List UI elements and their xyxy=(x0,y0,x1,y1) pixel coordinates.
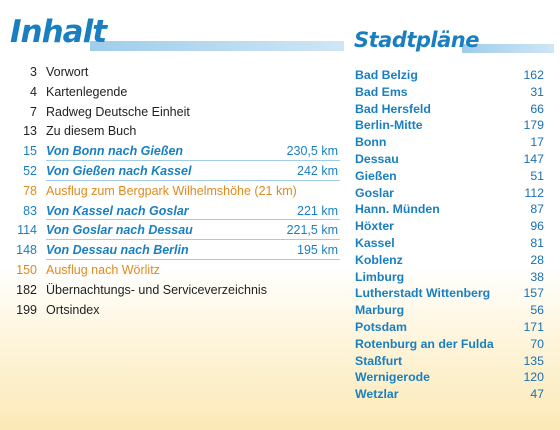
city-map-entry[interactable] xyxy=(355,151,544,168)
city-map-page: 112 xyxy=(524,185,544,200)
toc-title: Übernachtungs- und Serviceverzeichnis xyxy=(46,282,267,297)
city-map-entry[interactable] xyxy=(355,336,544,353)
city-name: Staßfurt xyxy=(355,353,403,368)
city-name: Goslar xyxy=(355,185,394,200)
route-underline xyxy=(46,180,340,181)
toc-page-number: 13 xyxy=(23,124,37,139)
toc-page-number: 4 xyxy=(30,84,37,99)
city-map-entry[interactable] xyxy=(355,353,544,370)
toc-route-entry[interactable] xyxy=(10,162,340,182)
city-map-entry[interactable] xyxy=(355,117,544,134)
city-map-entry[interactable] xyxy=(355,67,544,84)
city-name: Limburg xyxy=(355,269,405,284)
toc-title: Zu diesem Buch xyxy=(46,124,137,139)
city-map-page: 70 xyxy=(530,336,544,351)
city-map-page: 157 xyxy=(523,286,544,301)
city-name: Bad Hersfeld xyxy=(355,101,431,116)
city-name: Höxter xyxy=(355,219,394,234)
city-map-entry[interactable] xyxy=(355,285,544,302)
toc-page-number: 114 xyxy=(17,223,37,238)
toc-page-number: 78 xyxy=(23,183,37,198)
toc-title: Kartenlegende xyxy=(46,84,128,99)
city-name: Bad Belzig xyxy=(355,68,418,82)
city-name: Koblenz xyxy=(355,252,403,267)
city-name: Rotenburg an der Fulda xyxy=(355,336,494,351)
toc-title: Von Kassel nach Goslar xyxy=(46,203,189,218)
toc-page-number: 7 xyxy=(30,104,37,119)
toc-page-number: 199 xyxy=(16,302,37,317)
city-map-entry[interactable] xyxy=(355,101,544,118)
route-underline xyxy=(46,219,340,220)
toc-page-number: 15 xyxy=(23,144,37,159)
city-name: Gießen xyxy=(355,168,397,183)
toc-route-entry[interactable] xyxy=(10,142,340,162)
city-map-page: 31 xyxy=(530,84,544,99)
city-map-entry[interactable] xyxy=(355,168,544,185)
route-underline xyxy=(46,259,340,260)
city-map-entry[interactable] xyxy=(355,369,544,386)
city-map-entry[interactable] xyxy=(355,218,544,235)
toc-entry[interactable] xyxy=(10,301,340,321)
route-underline xyxy=(46,239,340,240)
city-name: Wernigerode xyxy=(355,370,430,385)
toc-title: Von Dessau nach Berlin xyxy=(46,243,189,258)
toc-distance: 221,5 km xyxy=(286,223,338,238)
toc-title: Von Goslar nach Dessau xyxy=(46,223,193,238)
city-name: Marburg xyxy=(355,303,405,318)
toc-title: Von Gießen nach Kassel xyxy=(46,163,192,178)
city-map-entry[interactable] xyxy=(355,269,544,286)
city-maps-list xyxy=(355,67,544,403)
heading-underline-bar xyxy=(90,41,344,51)
city-map-page: 17 xyxy=(530,135,544,150)
city-map-entry[interactable] xyxy=(355,319,544,336)
toc-entry[interactable] xyxy=(10,63,340,83)
toc-title: Ausflug zum Bergpark Wilhelmshöhe (21 km) xyxy=(46,183,297,198)
city-name: Dessau xyxy=(355,151,399,166)
toc-route-entry[interactable] xyxy=(10,221,340,241)
city-name: Hann. Münden xyxy=(355,202,440,217)
city-map-entry[interactable] xyxy=(355,302,544,319)
city-name: Kassel xyxy=(355,235,395,250)
city-map-page: 47 xyxy=(530,387,544,402)
toc-page-number: 3 xyxy=(30,65,37,79)
city-map-entry[interactable] xyxy=(355,252,544,269)
city-map-page: 51 xyxy=(530,168,544,183)
city-map-entry[interactable] xyxy=(355,201,544,218)
city-map-page: 66 xyxy=(530,101,544,116)
toc-title: Ausflug nach Wörlitz xyxy=(46,262,160,277)
city-map-page: 147 xyxy=(523,151,544,166)
city-map-page: 171 xyxy=(523,319,544,334)
toc-distance: 230,5 km xyxy=(286,144,338,159)
city-map-page: 162 xyxy=(523,68,544,82)
toc-title: Von Bonn nach Gießen xyxy=(46,144,184,159)
city-map-page: 28 xyxy=(530,252,544,267)
city-map-entry[interactable] xyxy=(355,134,544,151)
toc-distance: 242 km xyxy=(297,163,338,178)
city-name: Berlin-Mitte xyxy=(355,118,423,133)
city-name: Potsdam xyxy=(355,319,407,334)
city-map-page: 120 xyxy=(523,370,544,385)
city-maps-header xyxy=(354,28,554,56)
toc-page-number: 148 xyxy=(16,243,37,258)
city-name: Bad Ems xyxy=(355,84,408,99)
table-of-contents xyxy=(10,63,340,320)
contents-header xyxy=(10,14,344,56)
city-name: Bonn xyxy=(355,135,387,150)
city-map-entry[interactable] xyxy=(355,84,544,101)
city-map-page: 56 xyxy=(530,303,544,318)
toc-page-number: 182 xyxy=(16,282,37,297)
toc-title: Ortsindex xyxy=(46,302,100,317)
toc-title: Vorwort xyxy=(46,65,89,79)
toc-page-number: 52 xyxy=(23,163,37,178)
toc-route-entry[interactable] xyxy=(10,241,340,261)
toc-distance: 221 km xyxy=(297,203,338,218)
city-map-page: 87 xyxy=(530,202,544,217)
toc-page-number: 83 xyxy=(23,203,37,218)
toc-distance: 195 km xyxy=(297,243,338,258)
city-name: Lutherstadt Wittenberg xyxy=(355,286,491,301)
city-map-entry[interactable] xyxy=(355,185,544,202)
city-map-entry[interactable] xyxy=(355,235,544,252)
toc-entry[interactable] xyxy=(10,281,340,301)
route-underline xyxy=(46,160,340,161)
toc-excursion-entry[interactable] xyxy=(10,261,340,281)
city-map-page: 38 xyxy=(530,269,544,284)
city-name: Wetzlar xyxy=(355,387,399,402)
city-map-page: 179 xyxy=(523,118,544,133)
city-map-page: 96 xyxy=(530,219,544,234)
contents-title: Inhalt xyxy=(10,14,107,50)
city-map-entry[interactable] xyxy=(355,386,544,403)
toc-excursion-entry[interactable] xyxy=(10,182,340,202)
city-map-page: 81 xyxy=(530,235,544,250)
toc-entry[interactable] xyxy=(10,122,340,142)
toc-entry[interactable] xyxy=(10,83,340,103)
toc-page-number: 150 xyxy=(16,262,37,277)
city-maps-title: Stadtpläne xyxy=(354,28,479,52)
city-map-page: 135 xyxy=(523,353,544,368)
toc-route-entry[interactable] xyxy=(10,202,340,222)
toc-entry[interactable] xyxy=(10,103,340,123)
toc-title: Radweg Deutsche Einheit xyxy=(46,104,190,119)
